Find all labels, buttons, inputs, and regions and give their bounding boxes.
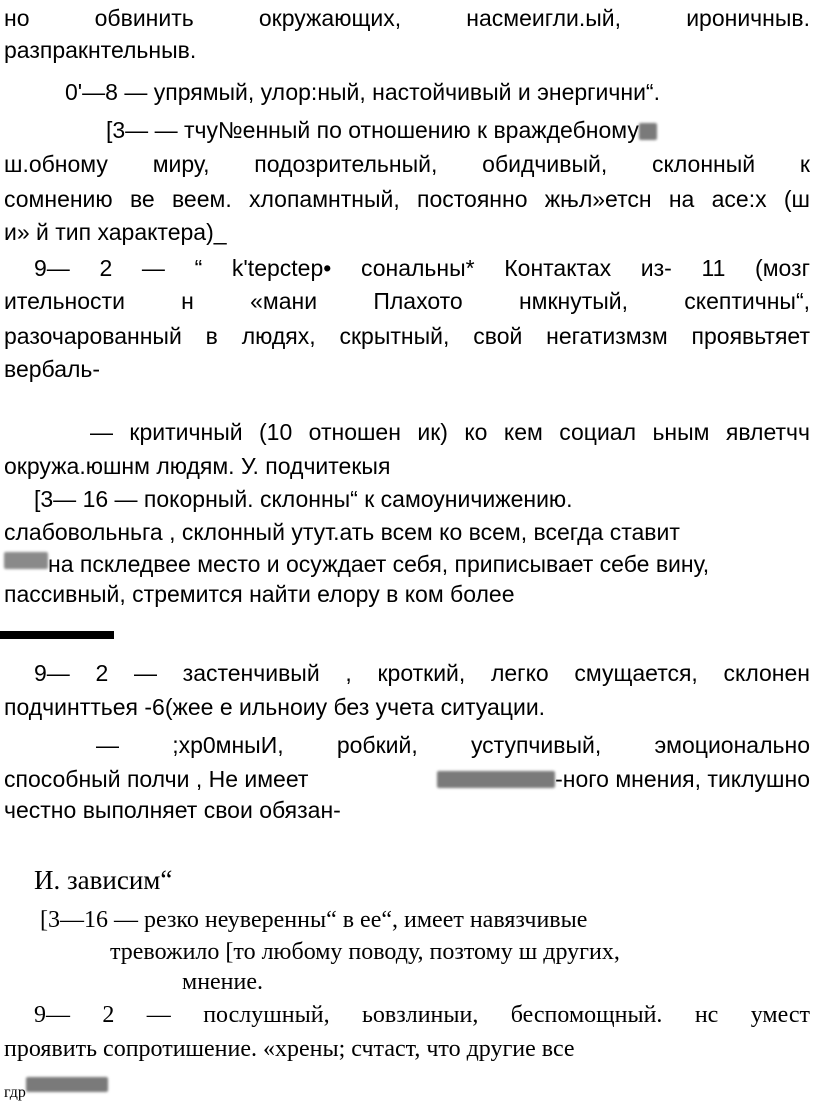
text-line: мнение. [182,969,264,995]
text-fragment-group [437,765,810,793]
text-line [4,1075,108,1107]
text-line: окружа.юшнм людям. У. подчитекыя [4,453,391,479]
text-line: 0'—8 — упрямый, улор:ный, настойчивый и энергични“. [65,79,660,105]
text-fragment: гдр [4,1084,26,1101]
text-fragment: -ного мнения, тиклушно [555,766,810,792]
text-line: и» й тип характера)_ [4,219,227,245]
text-fragment: на пскледвее место и осуждает себя, приписывает себе вину, [48,551,710,577]
blurred-word [26,1077,108,1092]
text-line: — ;хр0мныИ, робкий, уступчивый, эмоционально [96,732,810,758]
text-line: 9— 2 — застенчивый , кроткий, легко смущается, склонен [34,660,810,686]
text-line [4,550,709,578]
text-fragment: способный полчи , Не имеет [4,766,309,792]
text-line: 9— 2 — послушный, ьовзлиныи, беспомощный. нс умест [34,1002,810,1028]
text-line: вербаль- [4,356,101,382]
text-fragment: [3— — тчу№енный по отношению к враждебному [106,117,639,143]
text-line: [3— 16 — покорный. склонны“ к самоуничижению. [34,486,573,512]
text-line: разочарованный в людях, скрытный, свой негатизмзм проявьтяет [4,323,810,349]
section-divider [0,631,114,639]
text-line: слабовольньга , склонный утут.ать всем ко всем, всегда ставит [4,519,680,545]
section-heading: И. зависим“ [34,865,173,895]
text-line: проявить сопротишение. «хрены; счтаст, что другие все [4,1036,575,1062]
text-line: пассивный, стремится найти елору в ком более [4,581,515,607]
text-line: честно выполняет свои обязан- [4,797,341,823]
text-line: — критичный (10 отношен ик) ко кем социал ьным явлетчч [90,419,810,445]
text-line: ш.обному миру, подозрительный, обидчивый, склонный к [4,151,810,177]
blurred-word [639,123,657,140]
text-line: ительности н «мани Плахото нмкнутый, скептичны“, [4,288,810,314]
text-line: 9— 2 — “ k'tepctep• сональны* Контактах из- 11 (мозг [34,255,810,281]
text-line: [3—16 — резко неуверенны“ в ее“, имеет навязчивые [40,907,588,933]
blurred-word [437,771,555,788]
blurred-word [4,552,48,569]
text-line: тревожило [то любому поводу, позтому ш других, [110,939,620,965]
text-line: подчинттьея -6(жее е ильноиу без учета ситуации. [4,694,546,720]
text-line: но обвинить окружающих, насмеигли.ый, ироничныв. [4,5,810,31]
text-line: сомнению ве веем. хлопамнтный, постоянно жњл»етсн на асе:х (ш [4,186,810,212]
text-line: разпракнтельныв. [4,37,197,63]
text-line [106,116,657,144]
text-line [4,765,810,793]
